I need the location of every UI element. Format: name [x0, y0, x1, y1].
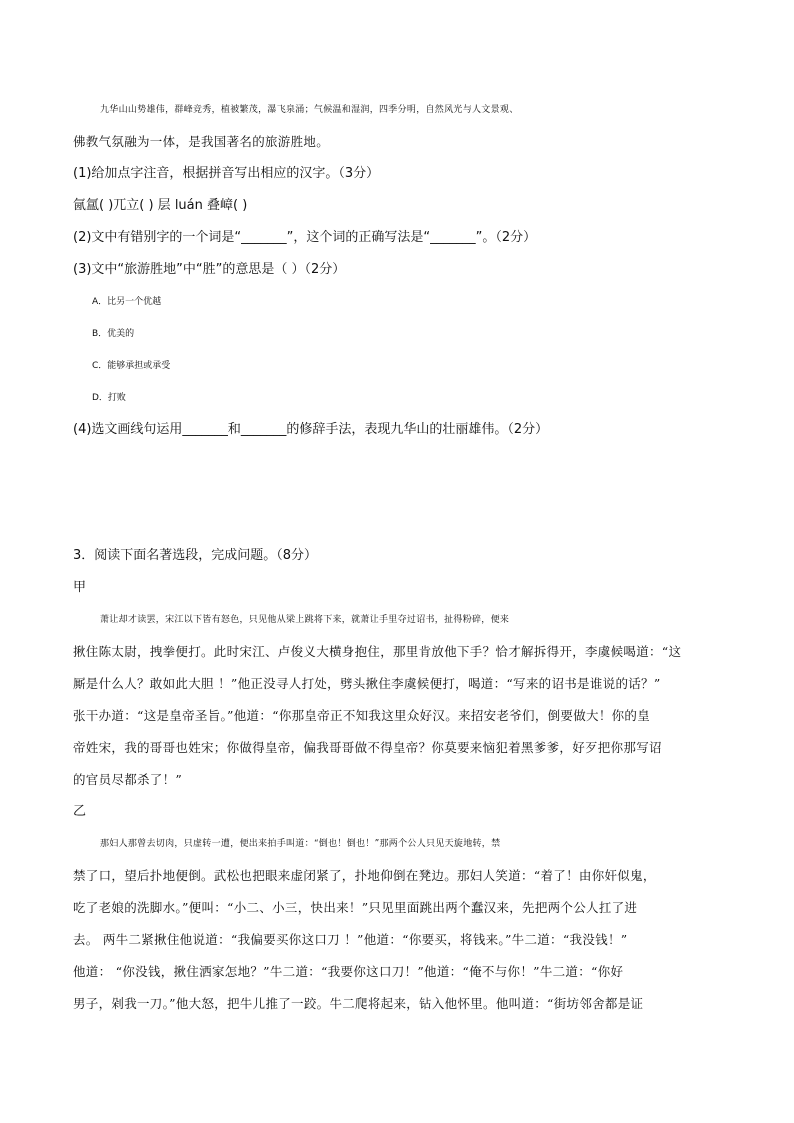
section-3-heading: 3．阅读下面名著选段，完成问题。（8分） — [73, 548, 318, 563]
passage-line: 佛教气氛融为一体，是我国著名的旅游胜地。 — [73, 134, 330, 149]
excerpt-jia-line: 的官员尽都杀了！” — [73, 772, 183, 787]
option-c: C．能够承担或承受 — [92, 361, 171, 371]
excerpt-yi-line: 那妇人那曾去切肉，只虚转一遭，便出来拍手叫道：“倒也！倒也！”那两个公人只见天旋地转，禁 — [100, 839, 501, 849]
excerpt-yi-line: 去。 两牛二紧揪住他说道：“我偏要买你这口刀 ！”他道：“你要买，将钱来。”牛二道：“我没钱！” — [73, 932, 628, 947]
option-b: B．优美的 — [92, 329, 135, 339]
question-2: (2)文中有错别字的一个词是“_______”，这个词的正确写法是“_______”。（2分） — [73, 230, 537, 245]
option-d: D．打败 — [92, 393, 126, 403]
excerpt-jia-line: 厮是什么人？敢如此大胆 ！”他正没寻人打处，劈头揪住李虞候便打，喝道：“写来的诏书是谁说的话？” — [73, 676, 661, 691]
excerpt-label-jia: 甲 — [73, 580, 87, 595]
question-3: (3)文中“旅游胜地”中“胜”的意思是（ ）（2分） — [73, 262, 346, 277]
excerpt-yi-line: 吃了老娘的洗脚水。”便叫：“小二、小三，快出来！”只见里面跳出两个蠢汉来，先把两个公人扛了进 — [73, 900, 638, 915]
option-a: A．比另一个优越 — [92, 297, 162, 307]
excerpt-yi-line: 他道： “你没钱，揪住洒家怎地？”牛二道：“我要你这口刀！”他道：“俺不与你！”牛二道：“你好 — [73, 964, 624, 979]
excerpt-jia-line: 揪住陈太尉，拽拳便打。此时宋江、卢俊义大横身抱住，那里肯放他下手？恰才解拆得开，李虞候喝道：“这 — [73, 644, 682, 659]
excerpt-yi-line: 男子，剁我一刀。”他大怒，把牛儿推了一跤。牛二爬将起来，钻入他怀里。他叫道：“街坊邻舍都是证 — [73, 996, 644, 1011]
excerpt-jia-line: 萧让却才读罢，宋江以下皆有怒色，只见他从梁上跳将下来，就萧让手里夺过诏书，扯得粉碎，便来 — [100, 615, 510, 625]
excerpt-yi-line: 禁了口，望后扑地便倒。武松也把眼来虚闭紧了，扑地仰倒在凳边。那妇人笑道：“着了！由你奸似鬼， — [73, 868, 656, 883]
excerpt-label-yi: 乙 — [73, 804, 87, 819]
question-1: (1)给加点字注音，根据拼音写出相应的汉字。（3分） — [73, 166, 380, 181]
question-1-blanks: 氤氲( )兀立( ) 层 luán 叠嶂( ) — [73, 198, 248, 213]
question-4: (4)选文画线句运用_______和_______的修辞手法，表现九华山的壮丽雄伟。（2分） — [73, 422, 549, 437]
passage-line: 九华山山势雄伟，群峰竞秀，植被繁茂，瀑飞泉涌；气候温和湿润，四季分明，自然风光与人文景观、 — [100, 105, 519, 115]
excerpt-jia-line: 帝姓宋，我的哥哥也姓宋；你做得皇帝，偏我哥哥做不得皇帝？你莫要来恼犯着黑爹爹，好歹把你那写诏 — [73, 740, 662, 755]
excerpt-jia-line: 张干办道：“这是皇帝圣旨。”他道：“你那皇帝正不知我这里众好汉。来招安老爷们，倒要做大！你的皇 — [73, 708, 651, 723]
